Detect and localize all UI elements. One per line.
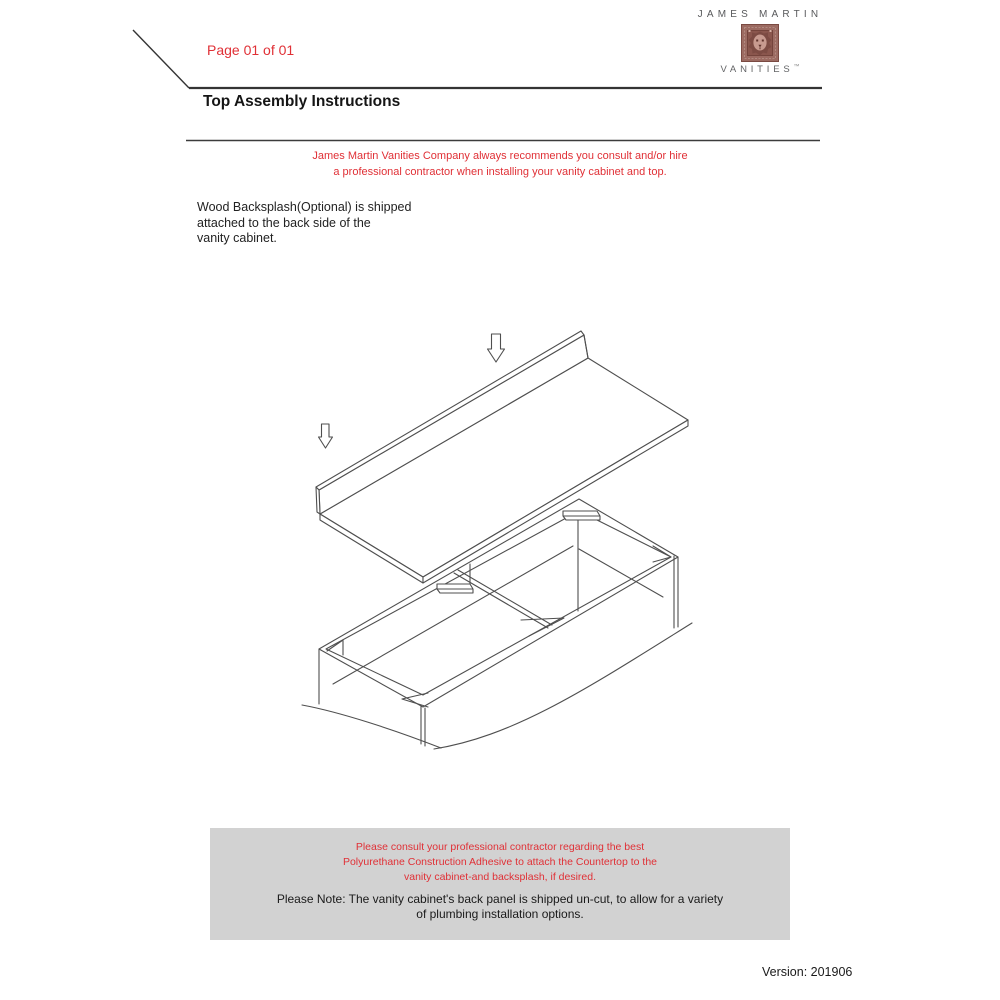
footer-note-box: [210, 828, 790, 940]
brand-name-text: JAMES MARTIN: [697, 9, 823, 20]
trademark-symbol: ™: [793, 64, 800, 70]
disclaimer-line: a professional contractor when installing your vanity cabinet and top.: [333, 165, 667, 178]
divider-front-cleat: [437, 584, 473, 593]
diagonal-line: [133, 30, 189, 88]
divider-back-cleat: [563, 511, 600, 520]
lion-crest-icon: [741, 24, 779, 62]
brand-subname-text: [688, 64, 832, 75]
backsplash-note-line: attached to the back side of the: [197, 215, 371, 230]
backsplash-note-line: vanity cabinet.: [197, 231, 277, 246]
down-arrow-icon: [488, 334, 505, 362]
adhesive-note-line: Please consult your professional contractor regarding the best: [355, 841, 645, 853]
contractor-disclaimer: [250, 149, 750, 180]
adhesive-note-line: vanity cabinet-and backsplash, if desired.: [403, 871, 597, 883]
backsplash-end-cap: [316, 487, 320, 514]
page-title: Top Assembly Instructions: [203, 93, 401, 110]
disclaimer-line: James Martin Vanities Company always recommends you consult and/or hire: [312, 150, 688, 162]
break-curve-left: [302, 705, 441, 748]
adhesive-note-line: Polyurethane Construction Adhesive to attach the Countertop to the: [342, 856, 658, 868]
plumbing-note-line: Please Note: The vanity cabinet's back panel is shipped un-cut, to allow for a variety: [276, 892, 724, 906]
backsplash-note-line: Wood Backsplash(Optional) is shipped: [197, 200, 412, 214]
adhesive-note: [210, 840, 790, 885]
backsplash-note: [197, 200, 411, 247]
brand-logo: [688, 9, 832, 75]
plumbing-note-line: of plumbing installation options.: [416, 907, 584, 921]
vanities-text: VANITIES: [720, 64, 794, 76]
plumbing-note: [210, 892, 790, 922]
down-arrow-icon: [319, 424, 333, 448]
page-number-label: Page 01 of 01: [207, 42, 295, 58]
version-label: Version: 201906: [762, 965, 853, 979]
assembly-diagram: [280, 310, 720, 770]
